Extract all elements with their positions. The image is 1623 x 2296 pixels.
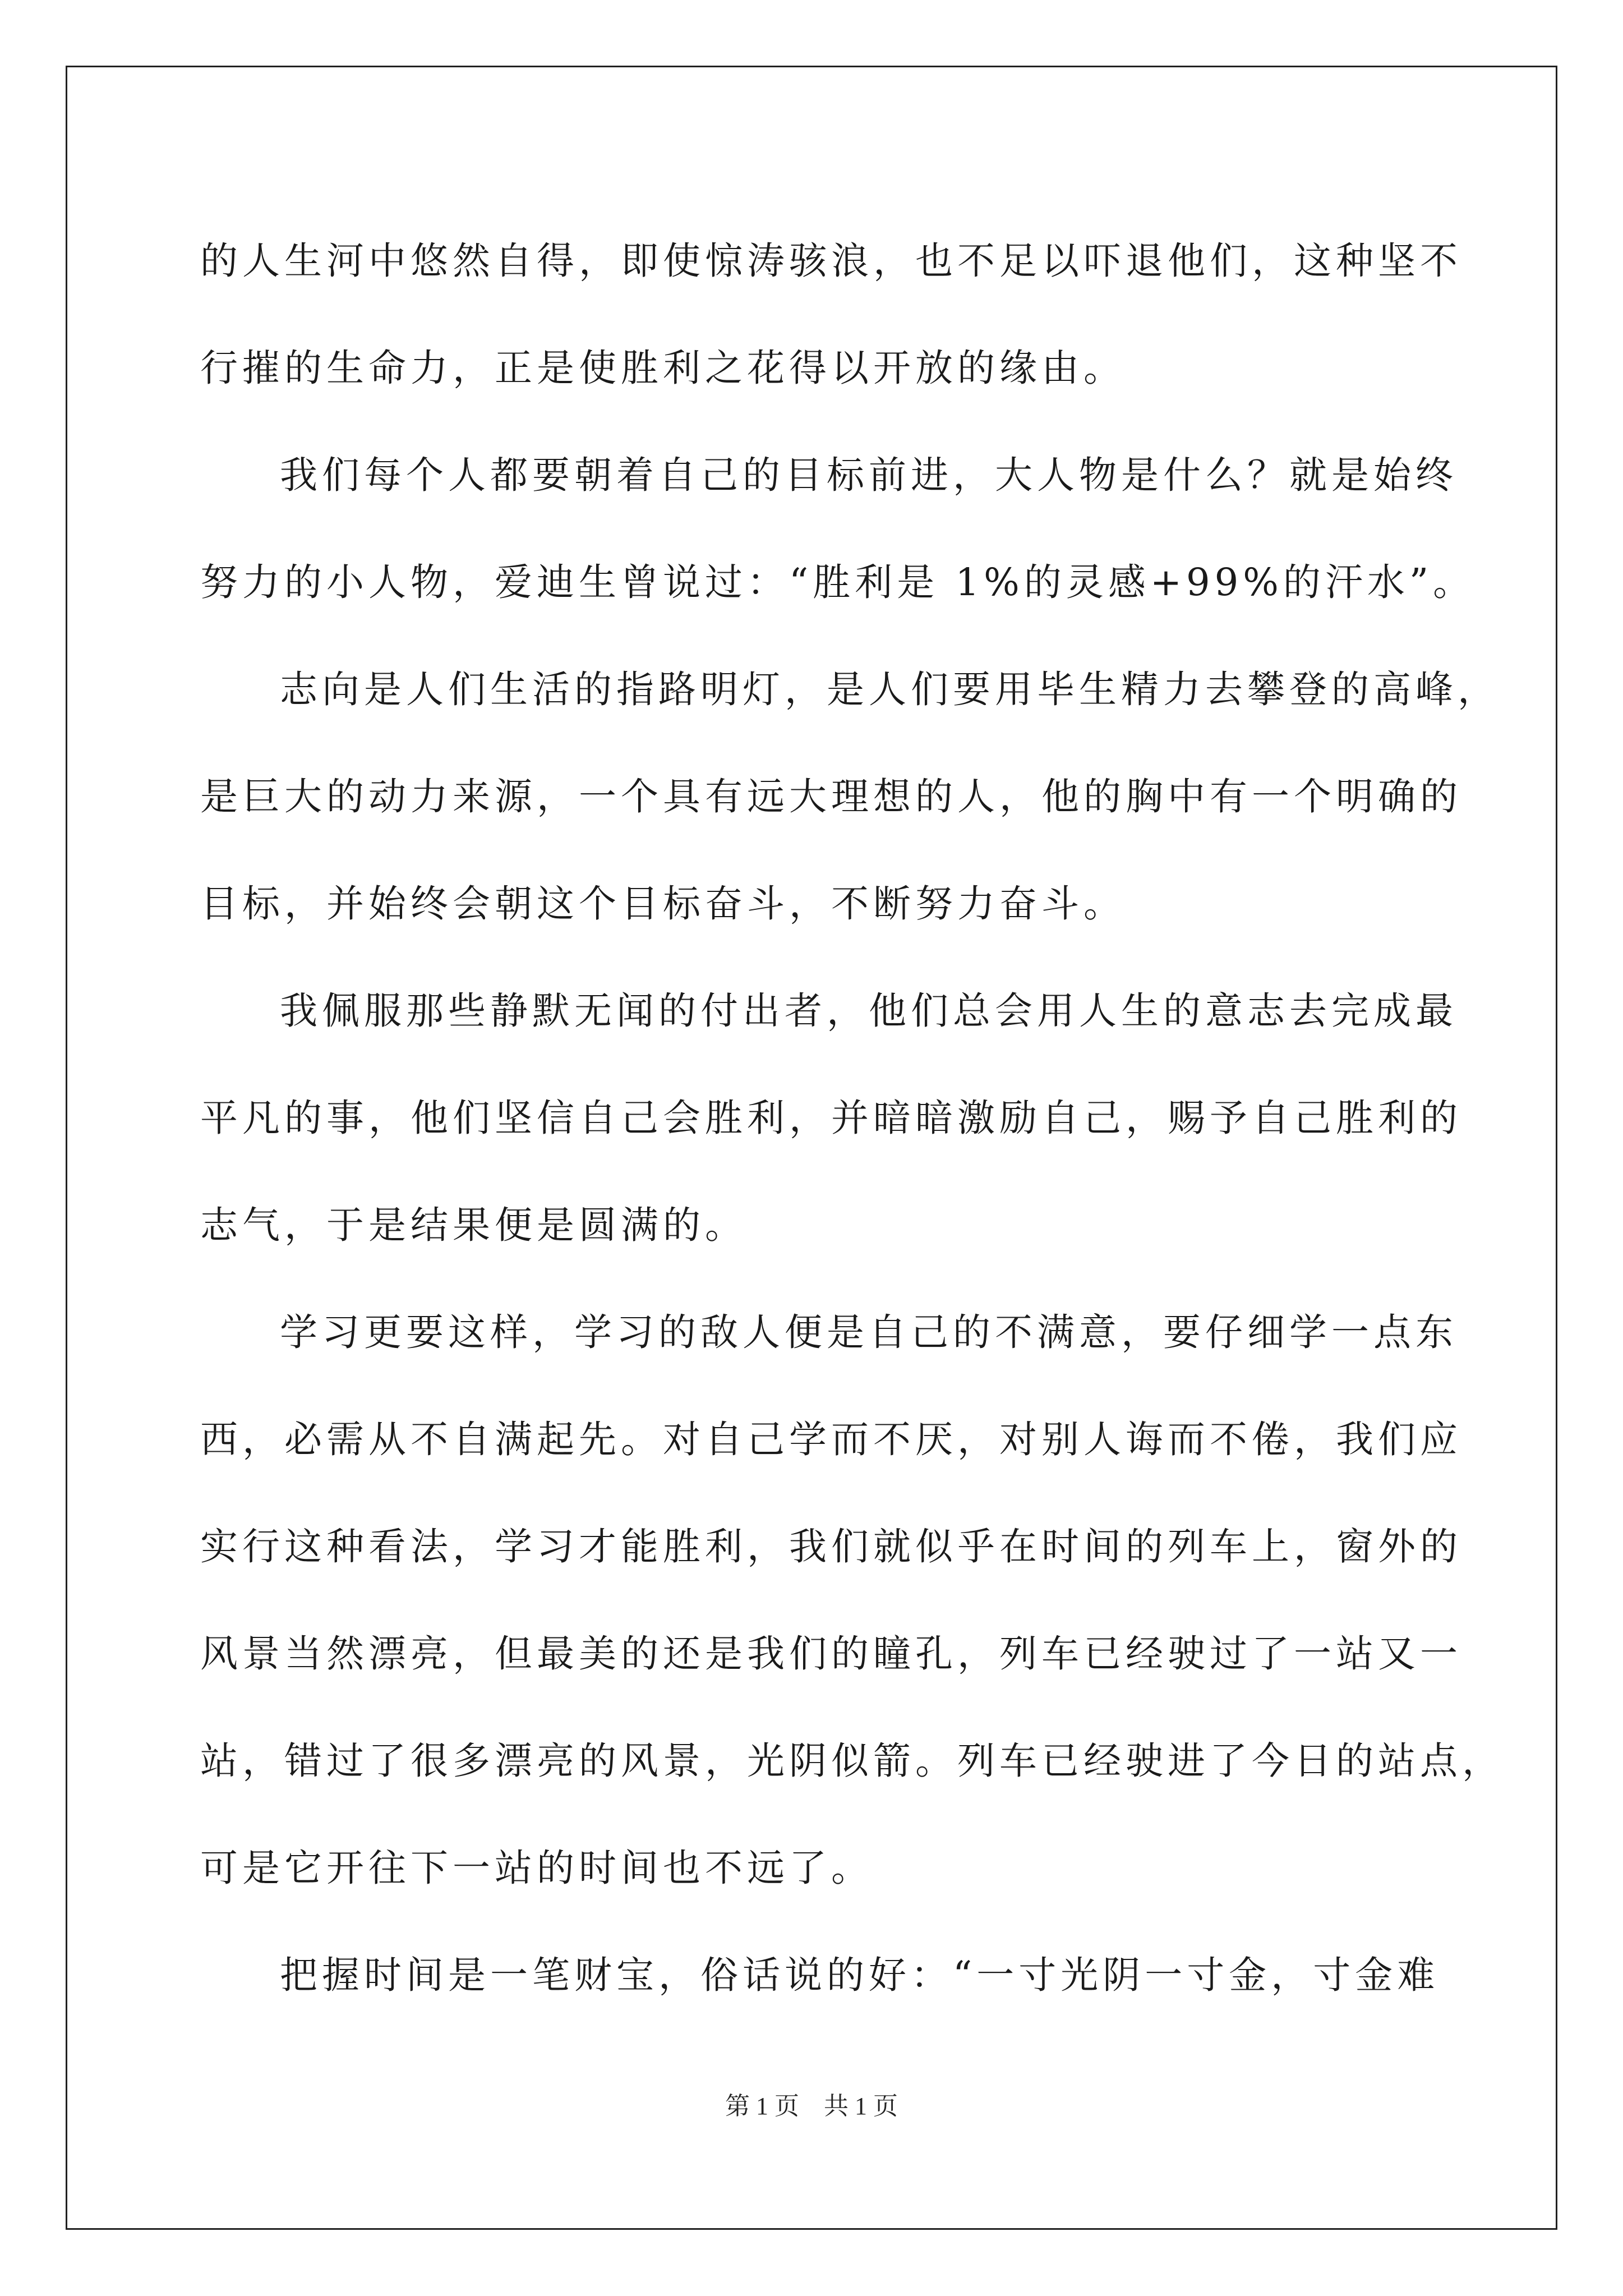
text-line: 志气，于是结果便是圆满的。: [200, 1203, 747, 1247]
text-line: 目标，并始终会朝这个目标奋斗，不断努力奋斗。: [200, 882, 1126, 926]
page-number-footer: 第 1 页 共 1 页: [725, 2092, 898, 2120]
text-line: 学习更要这样，学习的敌人便是自己的不满意，要仔细学一点东: [280, 1310, 1458, 1354]
text-line: 志向是人们生活的指路明灯，是人们要用毕生精力去攀登的高峰，: [280, 668, 1500, 711]
document-body: [200, 208, 1504, 2029]
text-line: 我佩服那些静默无闻的付出者，他们总会用人生的意志去完成最: [280, 989, 1458, 1033]
text-line: 把握时间是一笔财宝，俗话说的好：“一寸光阴一寸金，寸金难: [280, 1953, 1440, 1997]
text-line: 努力的小人物，爱迪生曾说过：“胜利是 1%的灵感+99%的汗水”。: [200, 560, 1476, 604]
text-line: 实行这种看法，学习才能胜利，我们就似乎在时间的列车上，窗外的: [200, 1525, 1462, 1568]
text-line: 行摧的生命力，正是使胜利之花得以开放的缘由。: [200, 346, 1126, 390]
text-line: 平凡的事，他们坚信自己会胜利，并暗暗激励自己，赐予自己胜利的: [200, 1096, 1462, 1140]
text-line: 是巨大的动力来源，一个具有远大理想的人，他的胸中有一个明确的: [200, 775, 1462, 818]
text-line: 风景当然漂亮，但最美的还是我们的瞳孔，列车已经驶过了一站又一: [200, 1632, 1462, 1676]
text-line: 西，必需从不自满起先。对自己学而不厌，对别人诲而不倦，我们应: [200, 1418, 1462, 1461]
text-line: 的人生河中悠然自得，即使惊涛骇浪，也不足以吓退他们，这种坚不: [200, 239, 1462, 283]
text-line: 我们每个人都要朝着自己的目标前进，大人物是什么？就是始终: [280, 453, 1458, 497]
text-line: 可是它开往下一站的时间也不远了。: [200, 1846, 873, 1890]
text-line: 站，错过了很多漂亮的风景，光阴似箭。列车已经驶进了今日的站点，: [200, 1739, 1504, 1783]
